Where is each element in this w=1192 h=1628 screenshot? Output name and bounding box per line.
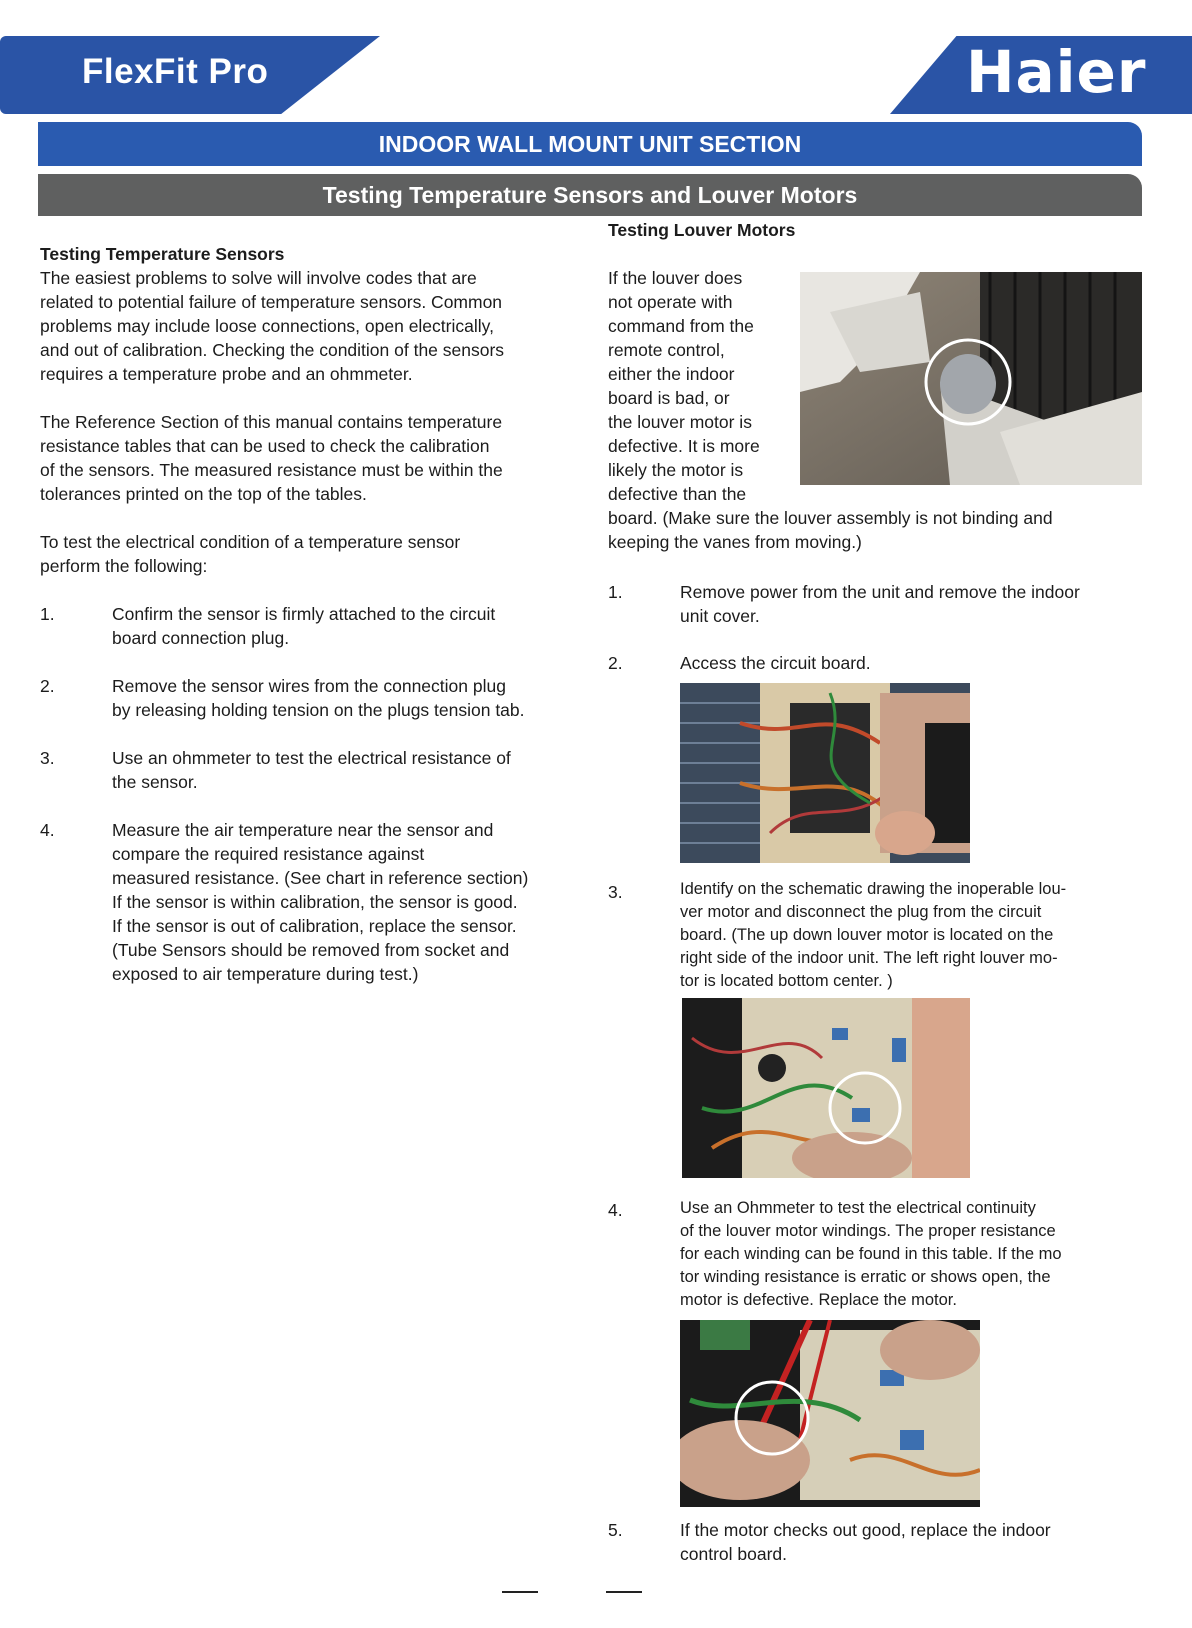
footer-rule-left [502,1591,538,1593]
right-step-3-number: 3. [608,882,623,902]
right-step-1-number: 1. [608,582,623,602]
subsection-title: Testing Temperature Sensors and Louver Motors [38,174,1142,216]
right-heading: Testing Louver Motors [608,220,796,240]
right-step-2-text: Access the circuit board. [680,653,871,673]
right-step-2-number: 2. [608,653,623,673]
right-step-1-text: Remove power from the unit and remove the indoor unit cover. [680,582,1080,626]
right-step-5-number: 5. [608,1520,623,1540]
louver-motor-photo [800,272,1142,485]
left-step-4-number: 4. [40,820,55,840]
left-step-1-number: 1. [40,604,55,624]
right-step-4-number: 4. [608,1200,623,1220]
circuit-board-photo [680,683,970,863]
footer-rule-right [606,1591,642,1593]
left-paragraph-3: To test the electrical condition of a temperature sensor perform the following: [40,532,461,576]
left-step-2-number: 2. [40,676,55,696]
right-step-3-text: Identify on the schematic drawing the inoperable lou- ver motor and disconnect the plug from the circuit board. (The up down louver motor is located on the right side of the indoor unit. The left right louver mo- tor is located bottom center. ) [680,880,1067,990]
plug-disconnect-photo [682,998,970,1178]
section-title: INDOOR WALL MOUNT UNIT SECTION [38,122,1142,166]
right-intro-narrow: If the louver does not operate with command from the remote control, either the indoor board is bad, or the louver motor is defective. It is more likely the motor is defective than the [608,268,760,504]
left-step-4-text: Measure the air temperature near the sensor and compare the required resistance against measured resistance. (See chart in reference section) If the sensor is within calibration, the sensor is good. If the sensor is out of calibration, replace the sensor. (Tube Sensors should be removed from socket and exposed to air temperature during test.) [112,820,529,984]
right-step-4-text: Use an Ohmmeter to test the electrical continuity of the louver motor windings. The proper resistance for each winding can be found in this table. If the mo tor winding resistance is erratic or shows open, the motor is defective. Replace the motor. [680,1199,1062,1309]
left-heading: Testing Temperature Sensors [40,244,285,264]
left-step-1-text: Confirm the sensor is firmly attached to the circuit board connection plug. [112,604,496,648]
ohmmeter-test-photo [680,1320,980,1507]
brand-logo: Haier [966,38,1147,106]
product-name: FlexFit Pro [82,52,269,91]
left-paragraph-1: The easiest problems to solve will involve codes that are related to potential failure of temperature sensors. Common problems may include loose connections, open electrically, and out of calibration. Checking the condition of the sensors requires a temperature probe and an ohmmeter. [40,268,505,384]
right-step-5-text: If the motor checks out good, replace the indoor control board. [680,1520,1051,1564]
left-step-2-text: Remove the sensor wires from the connection plug by releasing holding tension on the plugs tension tab. [112,676,525,720]
left-paragraph-2: The Reference Section of this manual contains temperature resistance tables that can be used to check the calibration of the sensors. The measured resistance must be within the tolerances printed on the top of the tables. [40,412,503,504]
right-intro-wide: board. (Make sure the louver assembly is not binding and keeping the vanes from moving.) [608,508,1053,552]
left-step-3-number: 3. [40,748,55,768]
left-step-3-text: Use an ohmmeter to test the electrical resistance of the sensor. [112,748,511,792]
